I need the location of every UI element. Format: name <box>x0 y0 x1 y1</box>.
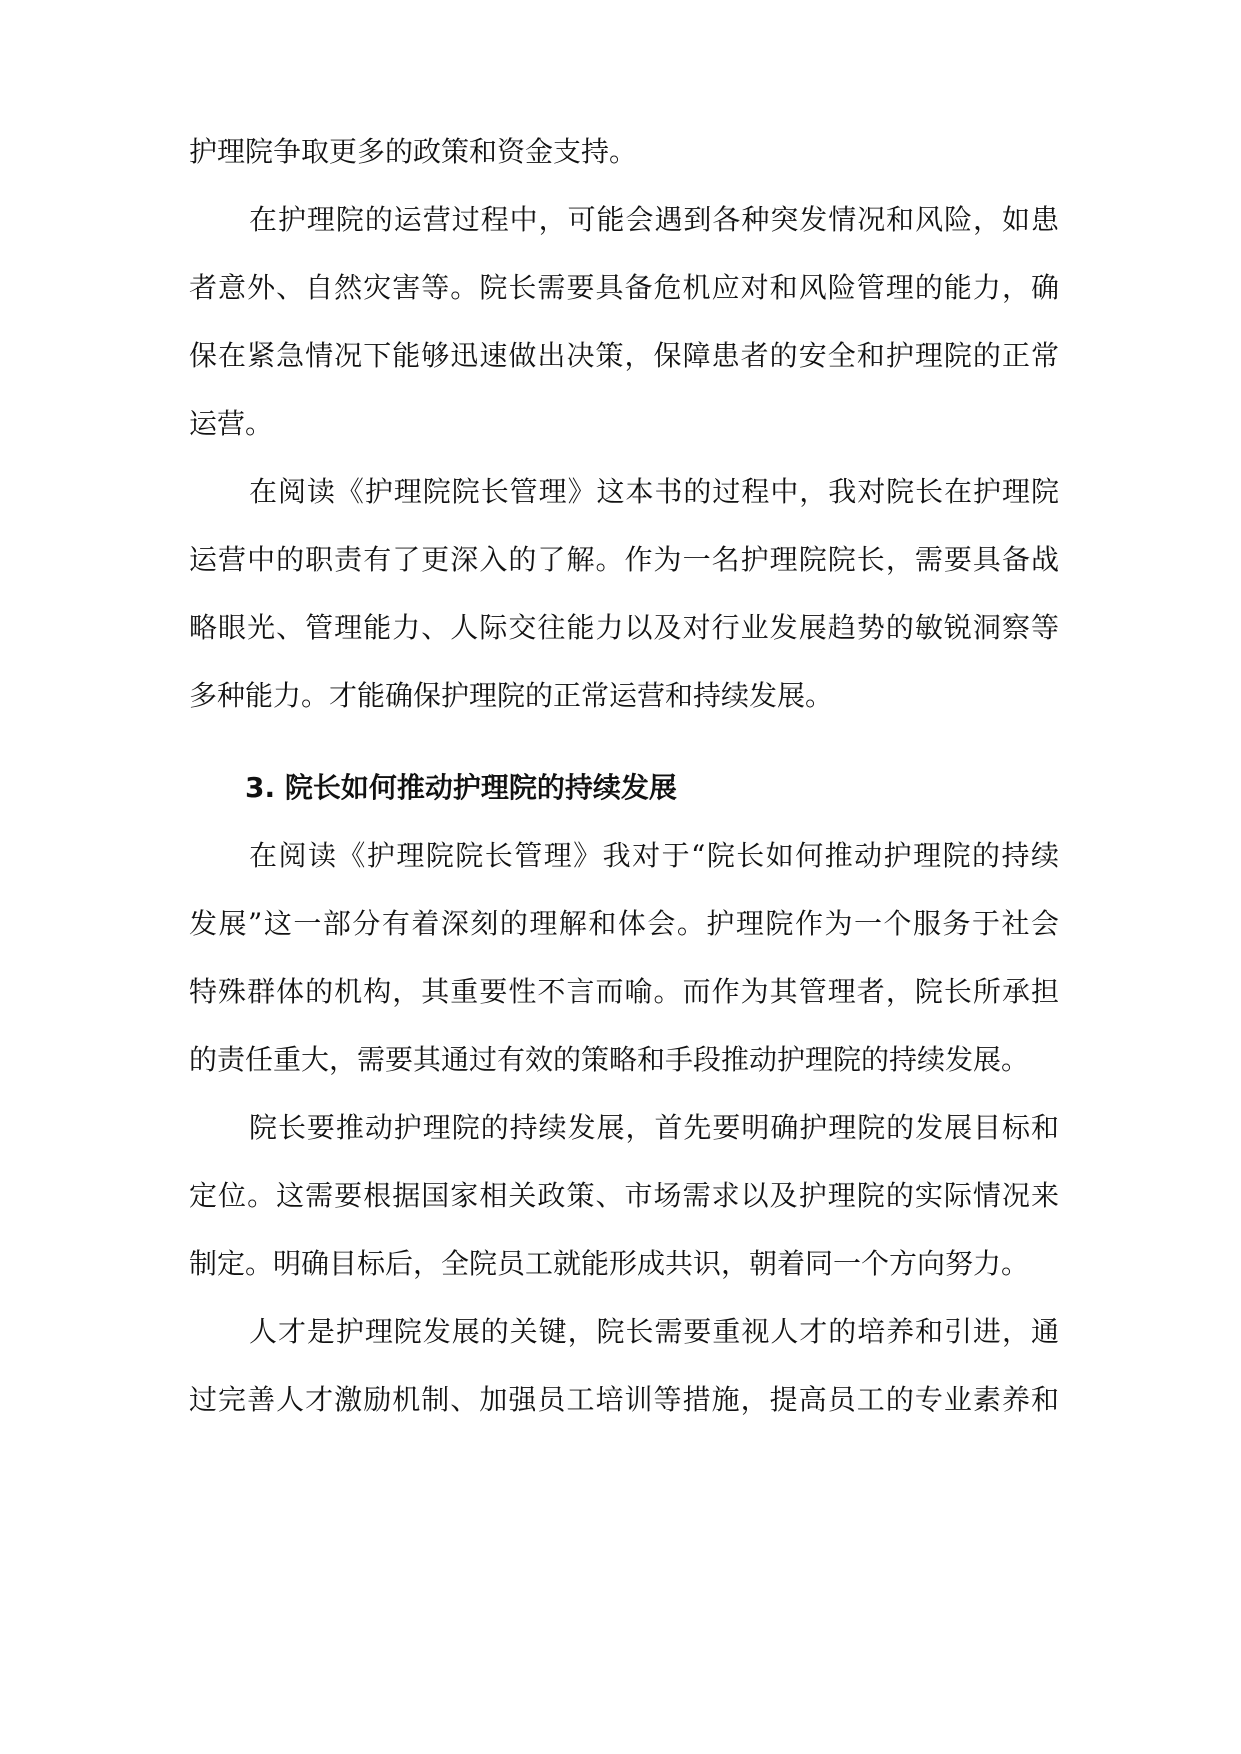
paragraph-line: 在阅读《护理院院长管理》这本书的过程中，我对院长在护理院 <box>249 475 1059 508</box>
paragraph-line: 过完善人才激励机制、加强员工培训等措施，提高员工的专业素养和 <box>189 1383 1059 1416</box>
paragraph-line: 多种能力。才能确保护理院的正常运营和持续发展。 <box>189 679 834 712</box>
section-heading: 3. 院长如何推动护理院的持续发展 <box>245 771 677 804</box>
paragraph-line: 者意外、自然灾害等。院长需要具备危机应对和风险管理的能力，确 <box>189 271 1059 304</box>
paragraph-line: 在阅读《护理院院长管理》我对于“院长如何推动护理院的持续 <box>249 839 1059 872</box>
paragraph-line: 特殊群体的机构，其重要性不言而喻。而作为其管理者，院长所承担 <box>189 975 1059 1008</box>
paragraph-line: 院长要推动护理院的持续发展，首先要明确护理院的发展目标和 <box>249 1111 1059 1144</box>
paragraph-line: 护理院争取更多的政策和资金支持。 <box>189 135 638 168</box>
paragraph-line: 在护理院的运营过程中，可能会遇到各种突发情况和风险，如患 <box>249 203 1059 236</box>
paragraph-line: 略眼光、管理能力、人际交往能力以及对行业发展趋势的敏锐洞察等 <box>189 611 1059 644</box>
paragraph-line: 运营中的职责有了更深入的了解。作为一名护理院院长，需要具备战 <box>189 543 1059 576</box>
paragraph-line: 的责任重大，需要其通过有效的策略和手段推动护理院的持续发展。 <box>189 1043 1030 1076</box>
paragraph-line: 保在紧急情况下能够迅速做出决策，保障患者的安全和护理院的正常 <box>189 339 1059 372</box>
paragraph-line: 人才是护理院发展的关键，院长需要重视人才的培养和引进，通 <box>249 1315 1059 1348</box>
paragraph-line: 发展”这一部分有着深刻的理解和体会。护理院作为一个服务于社会 <box>189 907 1059 940</box>
paragraph-line: 定位。这需要根据国家相关政策、市场需求以及护理院的实际情况来 <box>189 1179 1059 1212</box>
paragraph-line: 运营。 <box>189 407 274 440</box>
paragraph-line: 制定。明确目标后，全院员工就能形成共识，朝着同一个方向努力。 <box>189 1247 1030 1280</box>
